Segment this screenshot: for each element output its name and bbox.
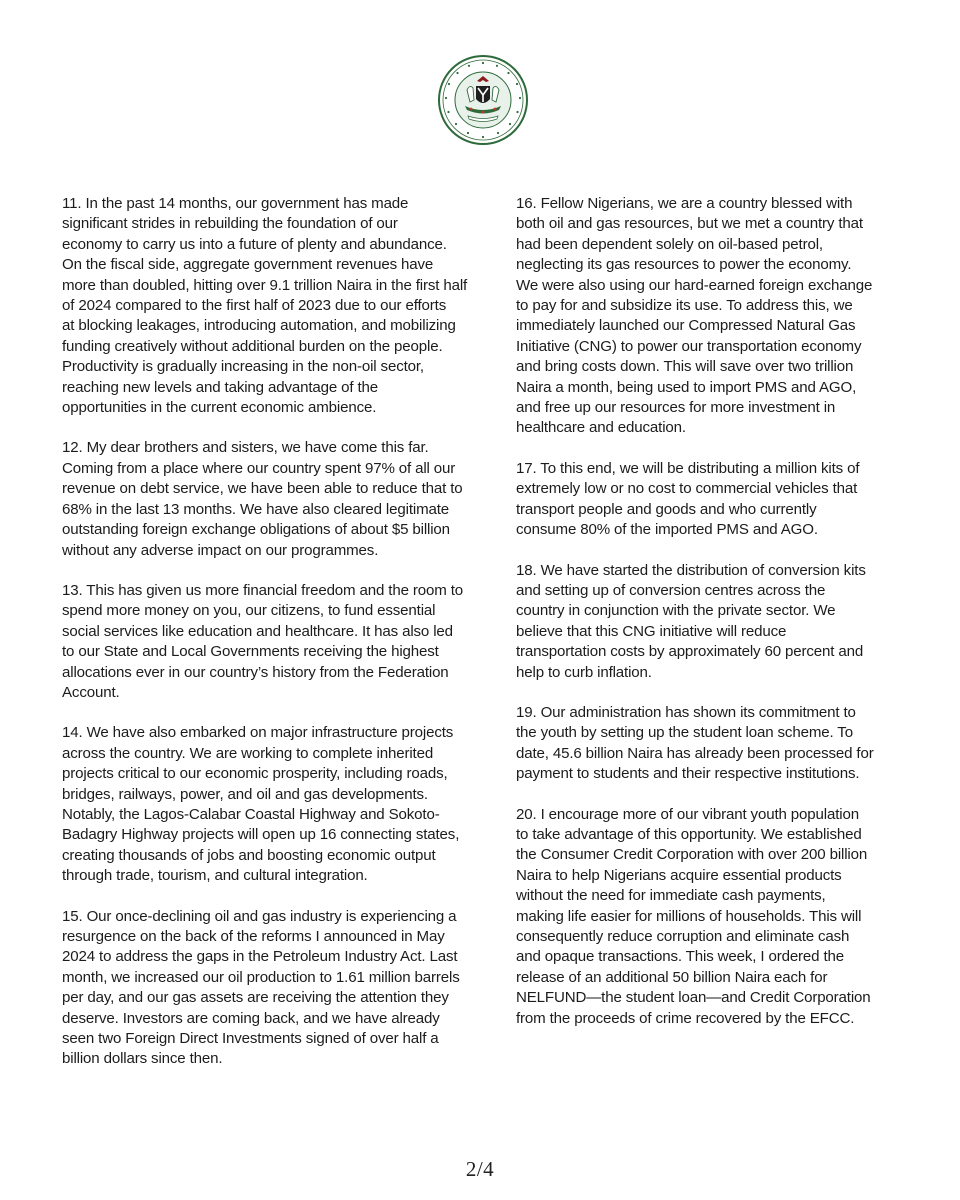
- seal-of-the-president-icon: [437, 54, 529, 146]
- left-column: [62, 194, 492, 1090]
- page-number: 2/4: [465, 1157, 495, 1181]
- paragraph-14: 14. We have also embarked on major infrastructure projects across the country. We are working to complete inherited projects critical to our economic prosperity, including roads, bridges, railways, power, and oil and gas developments. Notably, the Lagos-Calabar Coastal Highway and Sokoto- Badagry Highway projects will open up 16 connecting states, creating thousands of jobs and boosting economic output through trade, tourism, and cultural integration.: [62, 724, 460, 885]
- paragraph-20: 20. I encourage more of our vibrant youth population to take advantage of this opportunity. We established the Consumer Credit Corporation with over 200 billion Naira to help Nigerians acquire essential products without the need for immediate cash payments, making life easier for millions of households. This will consequently reduce corruption and eliminate cash and opaque transactions. This week, I ordered the release of an additional 50 billion Naira each for NELFUND—the student loan—and Credit Corporation from the proceeds of crime recovered by the EFCC.: [516, 805, 871, 1027]
- paragraph-17: 17. To this end, we will be distributing a million kits of extremely low or no cost to commercial vehicles that transport people and goods and who currently consume 80% of the imported PMS and AGO.: [516, 459, 860, 539]
- paragraph-19: 19. Our administration has shown its commitment to the youth by setting up the student loan scheme. To date, 45.6 billion Naira has already been processed for payment to students and their respective institutions.: [516, 703, 874, 783]
- presidential-seal: [437, 54, 529, 146]
- paragraph-13: 13. This has given us more financial freedom and the room to spend more money on you, our citizens, to fund essential social services like education and healthcare. It has also led to our State and Local Governments receiving the highest allocations ever in our country’s history from the Federation Account.: [62, 581, 463, 701]
- paragraph-18: 18. We have started the distribution of conversion kits and setting up of conversion centres across the country in conjunction with the private sector. We believe that this CNG initiative will reduce transportation costs by approximately 60 percent and help to curb inflation.: [516, 561, 866, 681]
- right-column: [516, 194, 902, 1049]
- paragraph-11: 11. In the past 14 months, our government has made significant strides in rebuilding the foundation of our economy to carry us into a future of plenty and abundance. On the fiscal side, aggregate government revenues have more than doubled, hitting over 9.1 trillion Naira in the first half of 2024 compared to the first half of 2023 due to our efforts at blocking leakages, introducing automation, and mobilizing funding creatively without additional burden on the people. Productivity is gradually increasing in the non-oil sector, reaching new levels and taking advantage of the opportunities in the current economic ambience.: [62, 195, 468, 417]
- paragraph-15: 15. Our once-declining oil and gas industry is experiencing a resurgence on the back of the reforms I announced in May 2024 to address the gaps in the Petroleum Industry Act. Last month, we increased our oil production to 1.61 million barrels per day, and our gas assets are receiving the attention they deserve. Investors are coming back, and we have already seen two Foreign Direct Investments signed of over half a billion dollars since then.: [62, 907, 460, 1068]
- paragraph-16: 16. Fellow Nigerians, we are a country blessed with both oil and gas resources, but we met a country that had been dependent solely on oil-based petrol, neglecting its gas resources to power the economy. We were also using our hard-earned foreign exchange to pay for and subsidize its use. To address this, we immediately launched our Compressed Natural Gas Initiative (CNG) to power our transportation economy and bring costs down. This will save over two trillion Naira a month, being used to import PMS and AGO, and free up our resources for more investment in healthcare and education.: [516, 195, 873, 437]
- paragraph-12: 12. My dear brothers and sisters, we have come this far. Coming from a place where our country spent 97% of all our revenue on debt service, we have been able to reduce that to 68% in the last 13 months. We have also cleared legitimate outstanding foreign exchange obligations of about $5 billion without any adverse impact on our programmes.: [62, 439, 463, 559]
